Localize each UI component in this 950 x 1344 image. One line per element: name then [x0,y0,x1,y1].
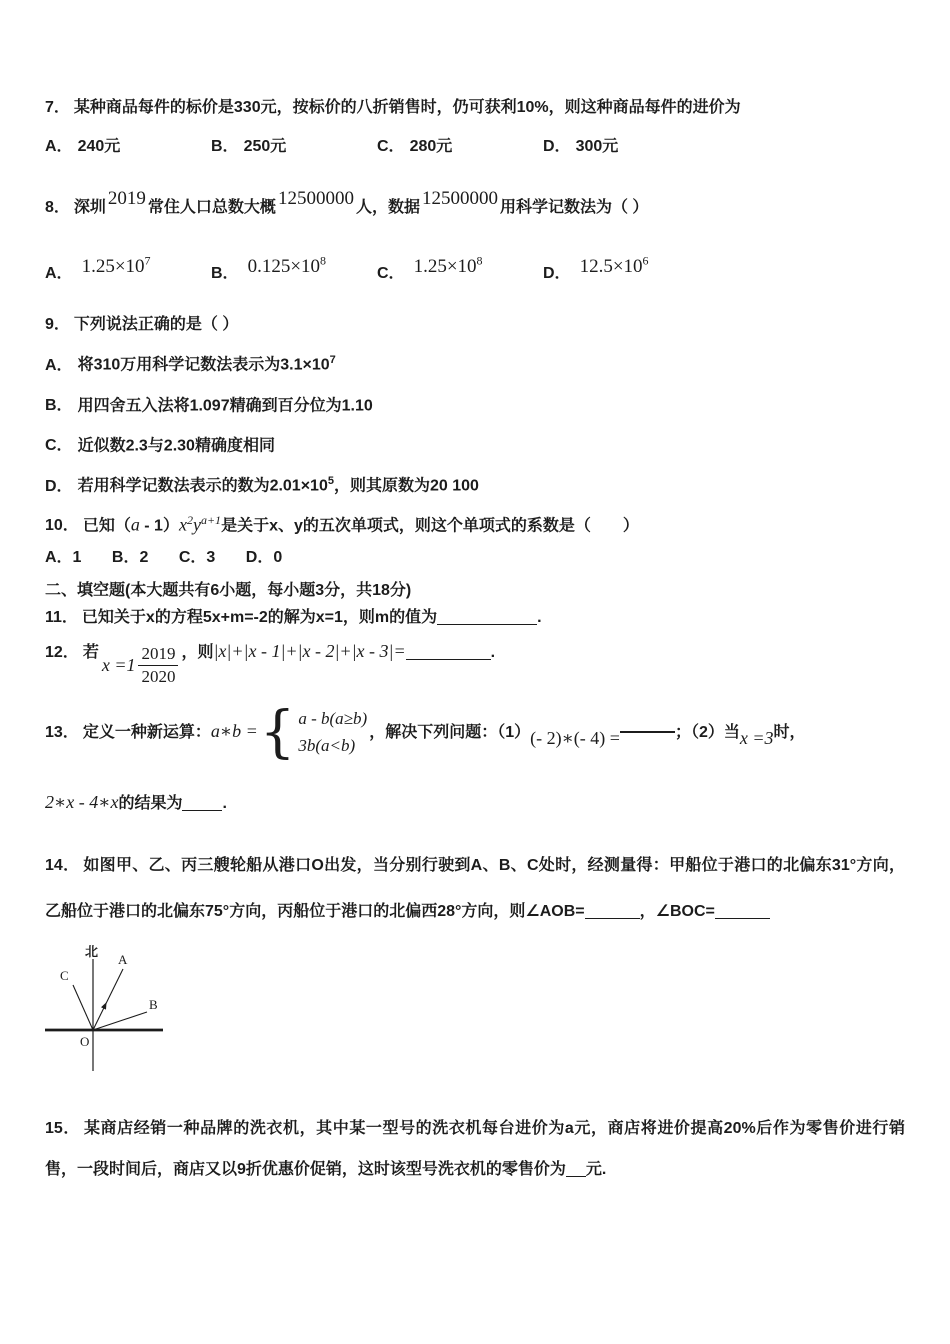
question-9-stem: 下列说法正确的是（ ） [73,316,239,334]
fraction [138,644,178,687]
raised-number-population: 12500000 [277,188,354,209]
question-11 [45,605,905,631]
question-15 [45,1108,905,1190]
question-13 [45,699,905,765]
absolute-value-expression: |x|+|x - 1|+|x - 2|+|x - 3|= [213,640,406,661]
question-13-text: ；（2）当 [674,724,740,742]
scientific-notation [82,256,151,277]
exponent: a+1 [200,512,222,527]
question-8-text: 深圳 [73,199,106,216]
question-7-option-b [211,135,377,159]
option-text: 用四舍五入法将1.097精确到百分位为1.10 [77,396,373,414]
question-10-option-d: D．0 [245,548,283,566]
mantissa: 1.25×10 [81,256,145,278]
ray-oa [93,969,123,1030]
question-10-option-a: A．1 [45,548,82,566]
question-8-option-d [543,246,709,289]
question-14 [45,843,905,935]
option-text: 近似数2.3与2.30精确度相同 [77,437,275,455]
question-11-text: 已知关于x的方程5x+m=-2的解为x=1，则m的值为 [81,608,438,626]
question-13-text: 的结果为 [118,794,183,812]
option-label: A． [45,138,73,155]
exponent: 5 [327,475,334,488]
question-12-end: . [490,643,496,661]
exponent: 6 [642,254,649,268]
arrowhead-icon [101,1002,107,1010]
question-13-text: ，解决下列问题：（1） [369,724,531,742]
question-11-end: . [537,608,542,626]
option-text: 若用科学记数法表示的数为2.01×10 [77,477,328,495]
question-9-option-d [45,469,905,498]
fraction-numerator: 2019 [138,644,178,666]
option-text: 240元 [77,138,121,155]
option-label: A． [45,265,73,283]
question-14-text: ，∠BOC= [639,902,715,920]
direction-diagram [45,939,245,1087]
question-10-options [45,546,905,570]
direction-diagram-container [45,939,905,1092]
option-label: C． [45,437,73,455]
question-8-number: 8． [45,199,70,216]
question-14-text: 如图甲、乙、丙三艘轮船从港口O出发，当分别行驶到A、B、C处时，经测量得：甲船位于港口的北偏东31°方向，乙船位于港口的北偏东75°方向，丙船位于港口的北偏西28°方向，则∠AOB= [45,856,905,920]
option-label: B． [45,396,73,414]
question-8-options [45,246,905,289]
answer-blank [406,655,491,660]
scientific-notation [414,256,483,277]
answer-blank [182,806,222,811]
exponent: 8 [320,254,327,268]
question-7-option-c [377,135,543,159]
condition-x-equals-3: x =3 [739,728,774,749]
option-label: B． [211,265,239,283]
section-2-header: 二、填空题(本大题共有6小题，每小题3分，共18分) [45,581,412,599]
question-10 [45,507,905,539]
question-9-number: 9． [45,316,70,334]
answer-blank [437,620,537,625]
question-10-text: - 1） [139,516,179,534]
exponent: 7 [329,354,336,367]
question-15-text: 某商店经销一种品牌的洗衣机，其中某一型号的洗衣机每台进价为a元，商店将进价提高20%后作为零售价进行销售，一段时间后，商店又以9折优惠价促销，这时该型号洗衣机的零售价为 [45,1119,905,1178]
question-13-end: . [222,794,227,812]
case-rows [298,709,367,756]
question-12-number: 12． [45,643,79,661]
option-text: 300元 [575,138,619,155]
raised-number-population: 12500000 [421,188,498,209]
question-8-option-c [377,246,543,289]
case-1: a - b(a≥b) [298,709,368,729]
question-11-number: 11． [45,608,78,626]
fraction-denominator: 2020 [141,666,176,686]
question-7-options [45,135,905,159]
raised-number-2019: 2019 [107,188,146,209]
question-13-text: 定义一种新运算： [82,724,211,742]
mixed-number [102,644,179,687]
piecewise-cases [259,699,368,765]
exponent: 7 [144,254,151,268]
variable-x: x [178,513,187,534]
ray-oc [73,985,93,1030]
option-label: A． [45,356,73,374]
exponent: 8 [476,254,483,268]
point-c-label: C [60,967,69,983]
question-9-option-a [45,348,905,377]
scientific-notation [580,256,649,277]
answer-blank-aob [585,914,640,919]
variable-a: a [130,513,140,534]
question-7-option-d [543,135,709,159]
question-10-option-b: B．2 [111,548,149,566]
mantissa: 0.125×10 [247,256,321,278]
question-8-option-a [45,246,211,289]
question-8-option-b [211,246,377,289]
question-8 [45,181,905,226]
answer-blank [566,1172,586,1177]
question-7-stem: 某种商品每件的标价是330元，按标价的八折销售时，仍可获利10%，则这种商品每件的进价为 [73,99,741,116]
question-7-option-a [45,135,211,159]
scientific-notation [248,256,326,277]
left-brace: { [259,699,296,765]
mantissa: 1.25×10 [413,256,477,278]
option-label: D． [45,477,73,495]
mixed-number-integer: x =1 [101,654,136,675]
option-text: 250元 [243,138,287,155]
question-7-number: 7． [45,99,70,116]
point-o-label: O [80,1033,90,1049]
question-15-end: 元. [585,1160,607,1178]
question-10-text: 是关于x、y的五次单项式，则这个单项式的系数是（ ） [221,516,639,534]
option-label: C． [377,265,405,283]
answer-blank-boc [715,914,770,919]
option-text: 将310万用科学记数法表示为3.1×10 [77,356,330,374]
question-15-number: 15． [45,1119,80,1137]
exponent: 2 [186,512,193,527]
question-9-option-c [45,429,905,458]
question-13-continued [45,789,905,817]
option-text: ，则其原数为20 100 [333,477,479,495]
option-label: C． [377,138,405,155]
question-7 [45,96,905,120]
question-13-number: 13． [45,724,79,742]
question-12 [45,639,905,687]
question-9-option-b [45,389,905,418]
option-text: 280元 [409,138,453,155]
question-8-text: 人，数据 [355,199,420,216]
question-10-text: 已知（ [82,516,131,534]
option-label: D． [543,265,571,283]
expression-2: 2∗x - 4∗x [45,791,119,812]
question-13-text: 时， [773,724,806,742]
operation-definition: a∗b = [210,721,258,742]
question-12-text: 若 [82,643,99,661]
case-2: 3b(a<b) [298,736,356,756]
question-9 [45,313,905,337]
option-label: D． [543,138,571,155]
answer-blank [620,731,675,733]
question-10-number: 10． [45,516,79,534]
question-8-text: 用科学记数法为（ ） [499,199,649,216]
variable-y: y [192,513,201,534]
mantissa: 12.5×10 [579,256,643,278]
question-12-text: ，则 [181,643,214,661]
north-label: 北 [85,943,99,959]
question-8-text: 常住人口总数大概 [147,199,276,216]
question-14-number: 14． [45,856,80,874]
point-b-label: B [149,996,158,1012]
point-a-label: A [118,951,128,967]
option-label: B． [211,138,239,155]
calculation-expression: (- 2)∗(- 4) = [530,728,620,749]
question-10-option-c: C．3 [178,548,216,566]
